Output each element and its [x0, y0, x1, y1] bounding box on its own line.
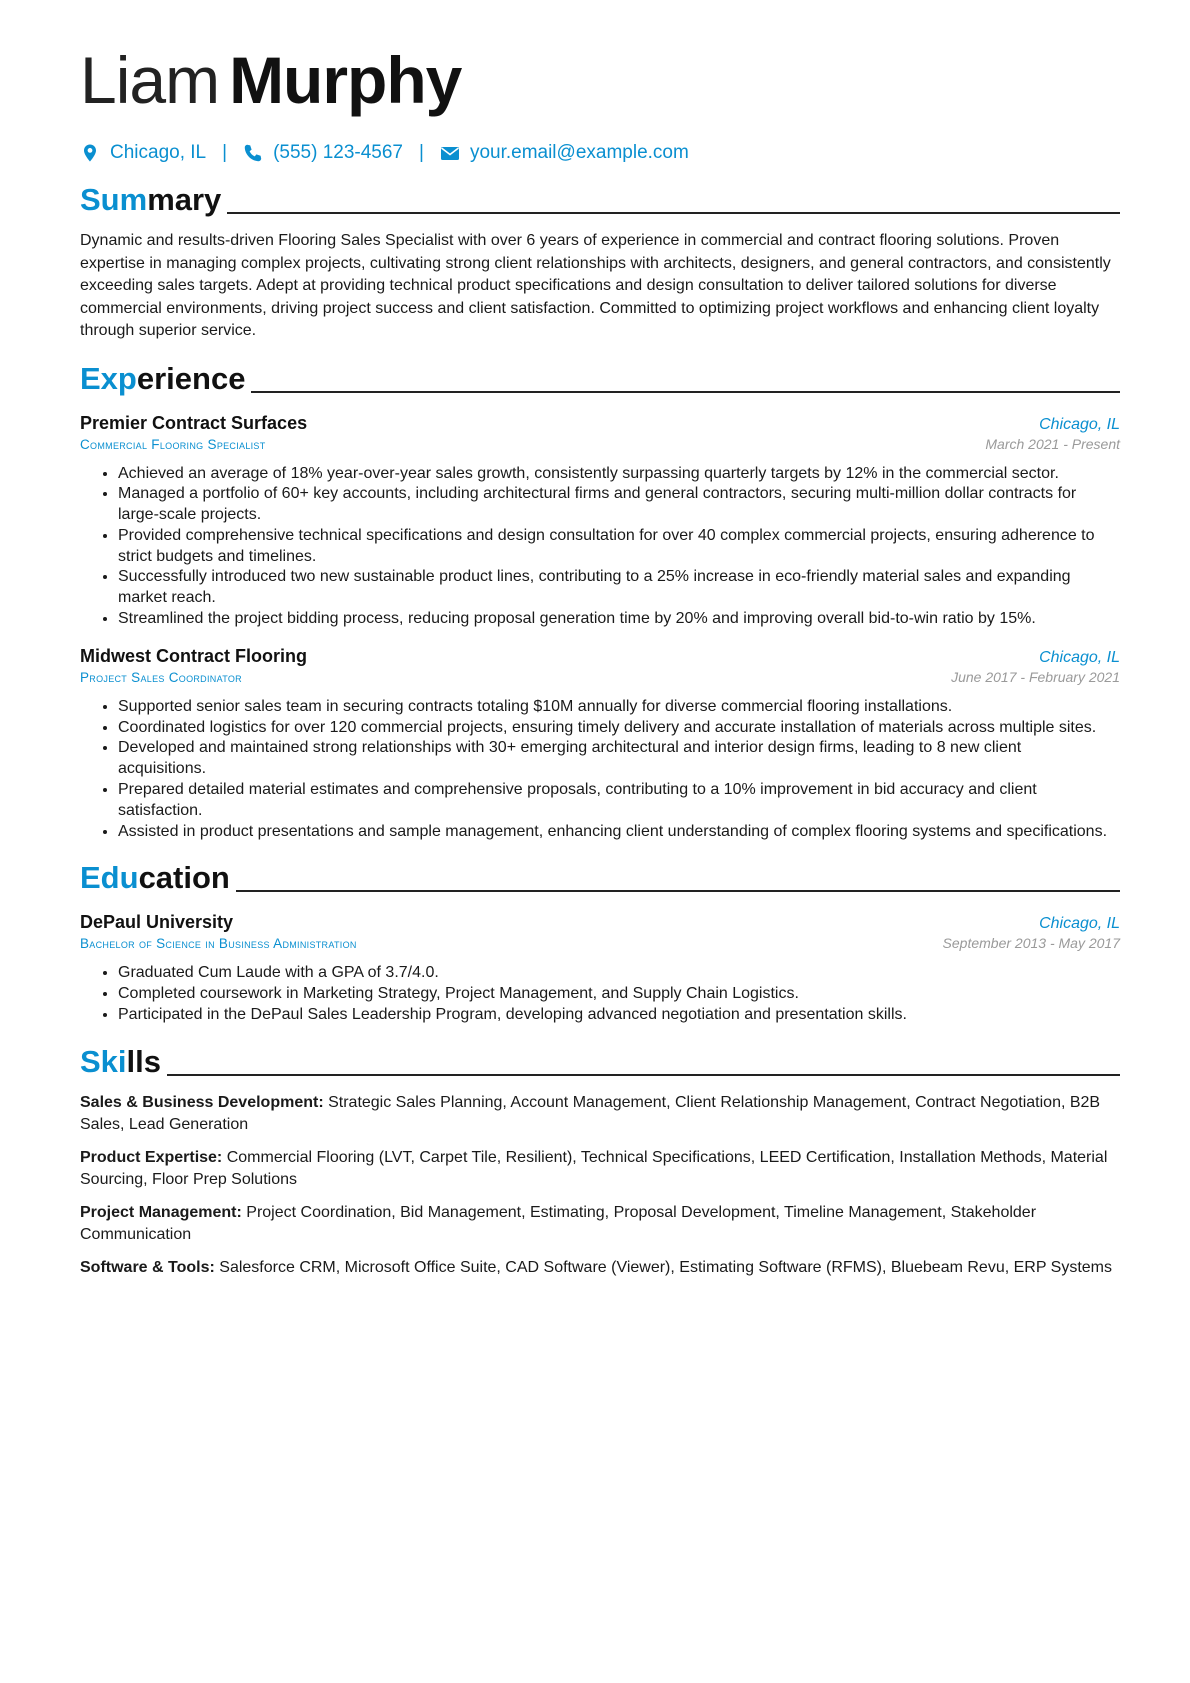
- skill-list: Project Coordination, Bid Management, Estimating, Proposal Development, Timeline Management, Stakeholder Communication: [80, 1203, 1037, 1244]
- skill-list: Commercial Flooring (LVT, Carpet Tile, Resilient), Technical Specifications, LEED Certification, Installation Methods, Material Sourcing, Floor Prep Solutions: [80, 1148, 1108, 1189]
- contact-phone[interactable]: (555) 123-4567: [273, 142, 403, 163]
- first-name: Liam: [80, 43, 220, 117]
- entry-location: Chicago, IL: [1039, 648, 1120, 666]
- contact-location: Chicago, IL: [110, 142, 207, 163]
- section-rule: [227, 212, 1120, 214]
- entry-location: Chicago, IL: [1039, 915, 1120, 933]
- experience-entry: [80, 646, 1120, 843]
- skill-line: [80, 1257, 1120, 1280]
- employer-name: Premier Contract Surfaces: [80, 412, 308, 433]
- skill-category: Product Expertise:: [80, 1148, 223, 1166]
- list-item: • Supported senior sales team in securing contracts totaling $10M annually for diverse commercial flooring installations.: [118, 697, 1120, 718]
- map-marker-icon: [80, 143, 100, 163]
- degree-title: Bachelor of Science in Business Administration: [80, 936, 357, 952]
- phone-icon: [243, 143, 263, 163]
- envelope-icon: [440, 143, 460, 163]
- list-item: • Graduated Cum Laude with a GPA of 3.7/4.0.: [118, 963, 1120, 984]
- experience-section-header: [80, 357, 1120, 397]
- contact-email[interactable]: your.email@example.com: [469, 142, 689, 163]
- list-item: • Achieved an average of 18% year-over-year sales growth, consistently surpassing quarterly targets by 12% in the commercial sector.: [118, 464, 1120, 485]
- list-item: • Coordinated logistics for over 120 commercial projects, ensuring timely delivery and accurate installation of materials across multiple sites.: [118, 718, 1120, 739]
- entry-dates: March 2021 - Present: [985, 435, 1120, 452]
- achievement-list: [80, 464, 1120, 630]
- candidate-name: [80, 40, 1120, 120]
- section-title: Summary: [80, 182, 222, 217]
- skill-category: Project Management:: [80, 1203, 242, 1221]
- section-title: Education: [80, 860, 230, 896]
- job-title: Project Sales Coordinator: [80, 669, 242, 685]
- employer-name: Midwest Contract Flooring: [80, 645, 307, 666]
- skill-line: [80, 1092, 1120, 1137]
- section-rule: [236, 890, 1120, 892]
- section-title: Skills: [80, 1043, 161, 1079]
- education-entry: [80, 912, 1120, 1025]
- skill-list: Strategic Sales Planning, Account Management, Client Relationship Management, Contract Negotiation, B2B Sales, Lead Generation: [80, 1093, 1101, 1134]
- list-item: • Developed and maintained strong relationships with 30+ emerging architectural and interior design firms, leading to 8 new client acquisitions.: [118, 738, 1120, 780]
- entry-dates: June 2017 - February 2021: [951, 668, 1120, 685]
- skills-section-header: [80, 1040, 1120, 1080]
- list-item: • Provided comprehensive technical specifications and design consultation for over 40 complex commercial projects, ensuring adherence to strict budgets and timelines.: [118, 526, 1120, 568]
- section-title: Experience: [80, 360, 246, 396]
- education-section-header: [80, 856, 1120, 896]
- entry-dates: September 2013 - May 2017: [942, 935, 1120, 952]
- contact-bar: [80, 142, 1120, 164]
- contact-separator: |: [419, 142, 424, 163]
- contact-separator: |: [222, 142, 228, 163]
- list-item: • Assisted in product presentations and sample management, enhancing client understanding of complex flooring systems and specifications.: [118, 822, 1120, 843]
- experience-entry: [80, 413, 1120, 630]
- list-item: • Participated in the DePaul Sales Leadership Program, developing advanced negotiation and presentation skills.: [118, 1005, 1120, 1026]
- list-item: • Streamlined the project bidding process, reducing proposal generation time by 20% and improving overall bid-to-win ratio by 15%.: [118, 609, 1120, 630]
- entry-location: Chicago, IL: [1039, 415, 1120, 433]
- list-item: • Prepared detailed material estimates and comprehensive proposals, contributing to a 10% improvement in bid accuracy and client satisfaction.: [118, 780, 1120, 822]
- list-item: • Completed coursework in Marketing Strategy, Project Management, and Supply Chain Logistics.: [118, 984, 1120, 1005]
- summary-section-header: [80, 178, 1120, 218]
- institution-name: DePaul University: [80, 912, 234, 933]
- achievement-list: [80, 963, 1120, 1025]
- resume-page: [80, 40, 1120, 1279]
- section-rule: [167, 1074, 1120, 1076]
- skill-line: [80, 1202, 1120, 1247]
- skill-category: Software & Tools:: [80, 1258, 215, 1276]
- achievement-list: [80, 697, 1120, 843]
- last-name: Murphy: [229, 43, 462, 117]
- skill-line: [80, 1147, 1120, 1192]
- skill-list: Salesforce CRM, Microsoft Office Suite, CAD Software (Viewer), Estimating Software (RFMS), Bluebeam Revu, ERP Systems: [219, 1258, 1113, 1276]
- summary-text: Dynamic and results-driven Flooring Sales Specialist with over 6 years of experience in commercial and contract flooring solutions. Proven expertise in managing complex projects, cultivating strong client relationships with architects, designers, and general contractors, and consistently exceeding sales targets. Adept at providing technical product specifications and design consultation to deliver tailored solutions for diverse commercial environments, driving project success and client satisfaction. Committed to optimizing project workflows and enhancing client loyalty through superior service.: [80, 232, 1111, 339]
- skill-category: Sales & Business Development:: [80, 1093, 324, 1111]
- list-item: • Managed a portfolio of 60+ key accounts, including architectural firms and general contractors, securing multi-million dollar contracts for large-scale projects.: [118, 484, 1120, 526]
- job-title: Commercial Flooring Specialist: [80, 436, 266, 452]
- section-rule: [251, 391, 1120, 393]
- list-item: • Successfully introduced two new sustainable product lines, contributing to a 25% increase in eco-friendly material sales and expanding market reach.: [118, 567, 1120, 609]
